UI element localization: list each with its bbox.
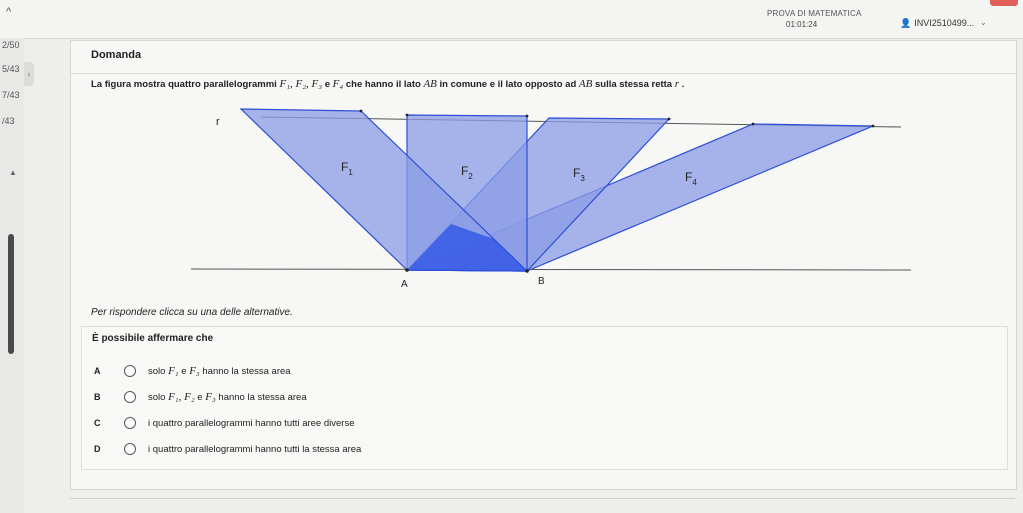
- rail-toggle-button[interactable]: ‹: [24, 62, 34, 86]
- line-ab-base: [191, 269, 911, 270]
- option-letter: B: [94, 392, 101, 402]
- option-text: solo F₁ e F₃ hanno la stessa area: [148, 365, 291, 377]
- nav-item[interactable]: 5/43: [2, 64, 20, 74]
- vertex-dot: [668, 118, 671, 121]
- divider: [71, 73, 1016, 74]
- option-text: i quattro parallelogrammi hanno tutti la stessa area: [148, 443, 362, 455]
- vertex-dot: [526, 115, 529, 118]
- label-f3: $F_3$: [573, 166, 585, 183]
- exam-timer: 01:01:24: [786, 20, 818, 29]
- nav-item[interactable]: /43: [2, 116, 15, 126]
- instructions: Per rispondere clicca su una delle alternative.: [91, 307, 293, 318]
- label-f2: $F_2$: [461, 164, 473, 181]
- question-panel: [70, 40, 1017, 490]
- option-letter: A: [94, 366, 101, 376]
- label-f4: $F_4$: [685, 170, 697, 187]
- answer-prompt: È possibile affermare che: [92, 333, 214, 344]
- vertex-dot: [872, 125, 875, 128]
- user-chevron-icon[interactable]: ⌄: [980, 18, 987, 27]
- vertex-dot: [752, 123, 755, 126]
- option-d[interactable]: [94, 441, 594, 457]
- user-icon: 👤: [900, 18, 912, 28]
- user-menu[interactable]: [900, 18, 974, 29]
- radio-button[interactable]: [124, 365, 136, 377]
- label-b: B: [538, 276, 545, 287]
- scrollbar-thumb[interactable]: [8, 234, 14, 354]
- label-r: r: [216, 116, 220, 128]
- answers-box: [81, 326, 1008, 470]
- label-a: A: [401, 279, 408, 290]
- point-a: [405, 268, 409, 272]
- label-f1: $F_1$: [341, 160, 353, 177]
- option-text: i quattro parallelogrammi hanno tutti aree diverse: [148, 417, 355, 429]
- question-nav-rail: [0, 38, 24, 513]
- option-letter: C: [94, 418, 101, 428]
- nav-item[interactable]: 2/50: [2, 40, 20, 50]
- nav-item[interactable]: 7/43: [2, 90, 20, 100]
- radio-button[interactable]: [124, 443, 136, 455]
- exam-title: PROVA DI MATEMATICA: [767, 9, 862, 18]
- option-a[interactable]: [94, 363, 594, 379]
- top-bar: [0, 0, 1023, 39]
- question-label: Domanda: [91, 49, 142, 61]
- radio-button[interactable]: [124, 417, 136, 429]
- option-c[interactable]: [94, 415, 594, 431]
- brand-logo: [990, 0, 1018, 6]
- parallelograms-figure: [191, 99, 1021, 290]
- vertex-dot: [406, 114, 409, 117]
- collapse-chevron-icon[interactable]: ^: [6, 6, 12, 18]
- option-letter: D: [94, 444, 101, 454]
- option-text: solo F₁, F₂ e F₃ hanno la stessa area: [148, 391, 307, 403]
- user-id: INVI2510499...: [914, 18, 975, 28]
- point-b: [525, 269, 529, 273]
- radio-button[interactable]: [124, 391, 136, 403]
- vertex-dot: [360, 110, 363, 113]
- scroll-up-icon[interactable]: ▲: [9, 168, 17, 177]
- divider: [70, 498, 1015, 499]
- question-text: La figura mostra quattro parallelogrammi F₁, F₂, F₃ e F₄ che hanno il lato AB in comune e il lato opposto ad AB sulla stessa retta r .: [91, 78, 685, 90]
- option-b[interactable]: [94, 389, 594, 405]
